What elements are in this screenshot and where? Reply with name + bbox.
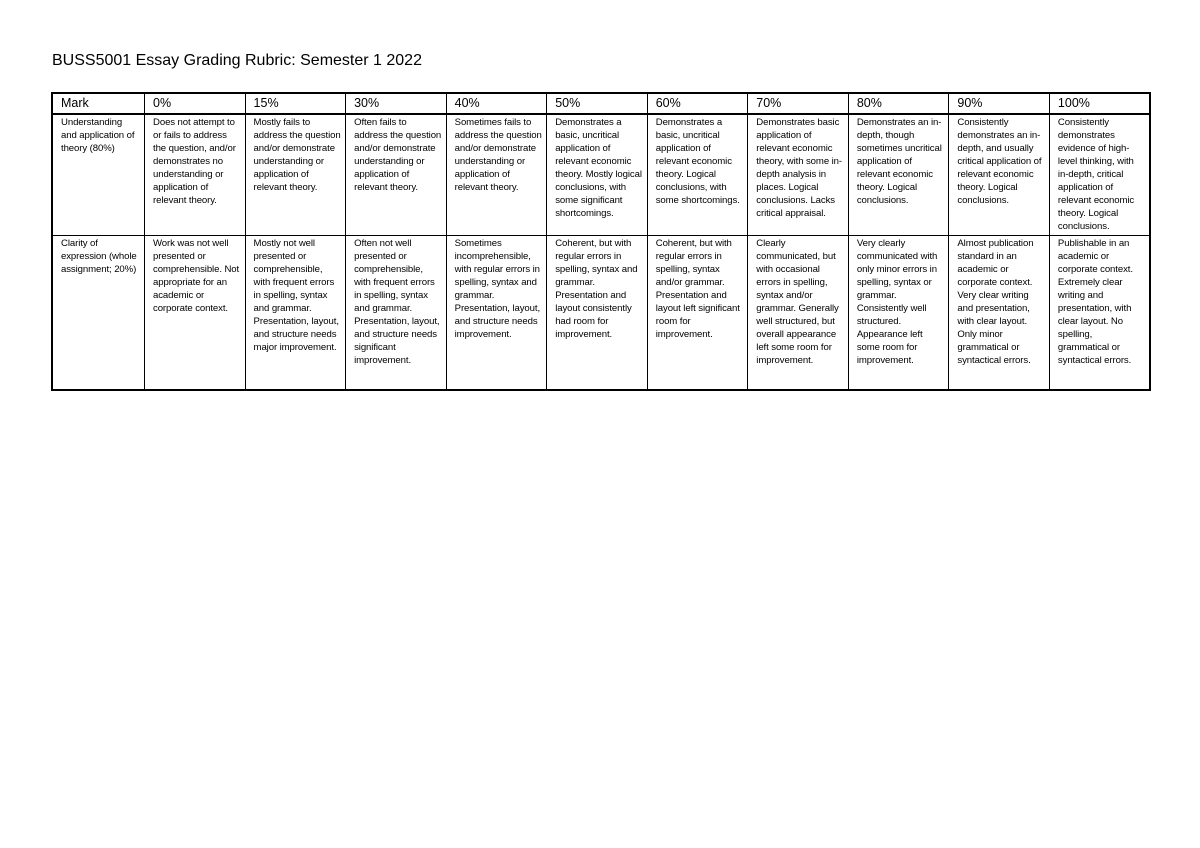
table-row	[52, 236, 1150, 391]
table-cell: Clearly communicated, but with occasional errors in spelling, syntax and/or grammar. Generally well structured, but overall appearance left some room for improvement.	[748, 236, 849, 391]
column-header-80: 80%	[848, 93, 949, 114]
table-cell: Demonstrates a basic, uncritical application of relevant economic theory. Mostly logical conclusions, with some significant shortcomings.	[547, 114, 648, 236]
column-header-100: 100%	[1049, 93, 1150, 114]
table-cell: Demonstrates basic application of relevant economic theory, with some in-depth analysis in places. Logical conclusions. Lacks critical appraisal.	[748, 114, 849, 236]
table-cell: Almost publication standard in an academic or corporate context. Very clear writing and presentation, with clear layout. Only minor grammatical or syntactical errors.	[949, 236, 1050, 391]
row-label-understanding: Understanding and application of theory (80%)	[52, 114, 145, 236]
table-cell: Publishable in an academic or corporate context. Extremely clear writing and presentation, with clear layout. No spelling, grammatical or syntactical errors.	[1049, 236, 1150, 391]
grading-rubric-table	[51, 92, 1151, 391]
table-cell: Coherent, but with regular errors in spelling, syntax and grammar. Presentation and layout consistently had room for improvement.	[547, 236, 648, 391]
table-cell: Demonstrates a basic, uncritical application of relevant economic theory. Logical conclusions, with some shortcomings.	[647, 114, 748, 236]
table-cell: Consistently demonstrates evidence of high-level thinking, with in-depth, critical application of relevant economic theory. Logical conclusions.	[1049, 114, 1150, 236]
table-cell: Demonstrates an in-depth, though sometimes uncritical application of relevant economic theory. Logical conclusions.	[848, 114, 949, 236]
table-cell: Often fails to address the question and/or demonstrate understanding or application of relevant theory.	[346, 114, 447, 236]
table-cell: Consistently demonstrates an in- depth, and usually critical application of relevant economic theory. Logical conclusions.	[949, 114, 1050, 236]
column-header-60: 60%	[647, 93, 748, 114]
column-header-30: 30%	[346, 93, 447, 114]
column-header-50: 50%	[547, 93, 648, 114]
column-header-mark: Mark	[52, 93, 145, 114]
table-cell: Sometimes fails to address the question and/or demonstrate understanding or application of relevant theory.	[446, 114, 547, 236]
table-row	[52, 114, 1150, 236]
table-cell: Does not attempt to or fails to address the question, and/or demonstrates no understanding or application of relevant theory.	[145, 114, 246, 236]
column-header-70: 70%	[748, 93, 849, 114]
column-header-0: 0%	[145, 93, 246, 114]
column-header-15: 15%	[245, 93, 346, 114]
table-cell: Sometimes incomprehensible, with regular errors in spelling, syntax and grammar. Presentation, layout, and structure needs improvement.	[446, 236, 547, 391]
column-header-40: 40%	[446, 93, 547, 114]
table-cell: Very clearly communicated with only minor errors in spelling, syntax or grammar. Consistently well structured. Appearance left some room for improvement.	[848, 236, 949, 391]
table-cell: Mostly not well presented or comprehensible, with frequent errors in spelling, syntax and grammar. Presentation, layout, and structure needs major improvement.	[245, 236, 346, 391]
table-cell: Coherent, but with regular errors in spelling, syntax and/or grammar. Presentation and layout left significant room for improvement.	[647, 236, 748, 391]
page-title: BUSS5001 Essay Grading Rubric: Semester 1 2022	[52, 52, 422, 69]
header-row	[52, 93, 1150, 114]
table-cell: Often not well presented or comprehensible, with frequent errors in spelling, syntax and grammar. Presentation, layout, and structure needs significant improvement.	[346, 236, 447, 391]
column-header-90: 90%	[949, 93, 1050, 114]
row-label-clarity: Clarity of expression (whole assignment; 20%)	[52, 236, 145, 391]
table-cell: Mostly fails to address the question and/or demonstrate understanding or application of relevant theory.	[245, 114, 346, 236]
table-cell: Work was not well presented or comprehensible. Not appropriate for an academic or corporate context.	[145, 236, 246, 391]
